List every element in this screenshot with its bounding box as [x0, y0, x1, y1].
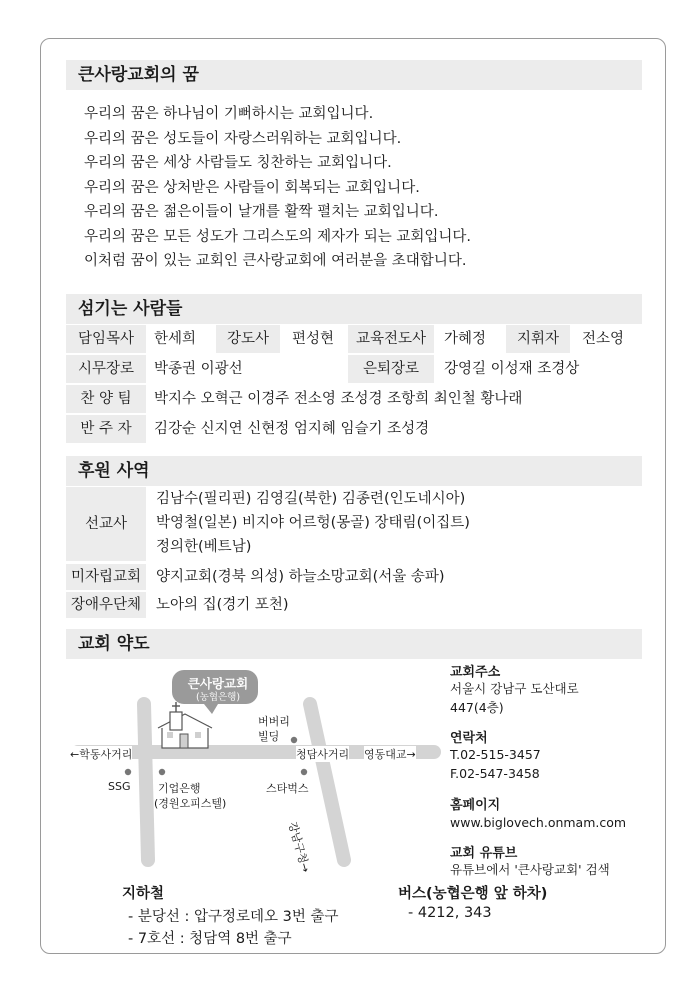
map-church-sub: (농협은행)	[195, 692, 241, 703]
phone: T.02-515-3457	[450, 747, 541, 762]
bus-line: - 4212, 343	[408, 905, 492, 921]
role-label: 시무장로	[66, 355, 146, 383]
map-burberry-line: 버버리	[258, 715, 290, 728]
address-line: 서울시 강남구 도산대로	[450, 681, 579, 696]
map-hakdong: ←학동사거리	[70, 748, 133, 761]
dream-line: 우리의 꿈은 모든 성도가 그리스도의 제자가 되는 교회입니다.	[84, 228, 472, 245]
role-label: 강도사	[216, 325, 280, 353]
fax: F.02-547-3458	[450, 766, 540, 781]
role-value: 편성현	[292, 331, 335, 347]
subway-line: - 분당선 : 압구정로데오 3번 출구	[128, 909, 339, 925]
role-value: 전소영	[582, 331, 625, 347]
role-label: 은퇴장로	[348, 355, 434, 383]
role-value: 김강순 신지연 신현정 엄지혜 임슬기 조성경	[154, 421, 430, 437]
dream-lines	[84, 102, 471, 274]
youtube-desc: 유튜브에서 '큰사랑교회' 검색	[450, 862, 610, 877]
burberry-marker	[291, 737, 297, 743]
map-ibk: 기업은행	[158, 782, 201, 795]
role-value: 강영길 이성재 조경상	[444, 361, 580, 377]
missionary-label: 선교사	[66, 487, 146, 561]
dream-line: 이처럼 꿈이 있는 교회인 큰사랑교회에 여러분을 초대합니다.	[84, 253, 467, 269]
church-icon	[158, 702, 212, 748]
section-title-dream: 큰사랑교회의 꿈	[66, 60, 642, 90]
missionary-line: 정의한(베트남)	[156, 539, 252, 555]
role-value: 박지수 오혁근 이경주 전소영 조성경 조항희 최인철 황나래	[154, 391, 523, 407]
ibk-marker	[159, 769, 165, 775]
road-vertical-right	[310, 704, 344, 860]
role-label: 교육전도사	[348, 325, 434, 353]
starbucks-marker	[301, 769, 307, 775]
role-label: 담임목사	[66, 325, 146, 353]
youtube-title: 교회 유튜브	[450, 846, 518, 861]
map-burberry-line: 빌딩	[258, 730, 280, 743]
disabled-support-value: 노아의 집(경기 포천)	[156, 597, 289, 613]
section-title-servants: 섬기는 사람들	[66, 294, 642, 324]
section-title-location: 교회 약도	[66, 629, 642, 659]
map-ibk-sub: (경원오피스텔)	[154, 797, 227, 810]
dream-line: 우리의 꿈은 젊은이들이 날개를 활짝 펼치는 교회입니다.	[84, 204, 439, 220]
bus-title: 버스(농협은행 앞 하차)	[398, 886, 548, 902]
map-church-name: 큰사랑교회	[187, 676, 249, 691]
church-support-value: 양지교회(경북 의성) 하늘소망교회(서울 송파)	[156, 569, 445, 585]
dream-line: 우리의 꿈은 하나님이 기뻐하시는 교회입니다.	[84, 106, 374, 122]
role-value: 한세희	[154, 331, 197, 347]
subway-title: 지하철	[122, 886, 165, 902]
ssg-marker	[125, 769, 131, 775]
role-label: 찬 양 팀	[66, 385, 146, 413]
role-value: 박종권 이광선	[154, 361, 243, 377]
contact-title: 연락처	[450, 731, 488, 746]
balloon-pointer	[204, 704, 218, 714]
map-cheongdam: 청담사거리	[296, 748, 350, 761]
role-value: 가혜정	[444, 331, 487, 347]
role-label: 지휘자	[506, 325, 570, 353]
map-burberry	[258, 714, 290, 744]
map-yeongdong: 영동대교→	[364, 748, 416, 761]
disabled-support-label: 장애우단체	[66, 592, 146, 618]
address-title: 교회주소	[450, 665, 501, 680]
homepage-title: 홈페이지	[450, 798, 501, 813]
dream-line: 우리의 꿈은 세상 사람들도 칭찬하는 교회입니다.	[84, 155, 392, 171]
address-line: 447(4층)	[450, 700, 504, 715]
missionary-list	[156, 487, 470, 559]
map-gangnamgu: 강남구청→	[285, 820, 313, 874]
church-support-label: 미자립교회	[66, 564, 146, 590]
role-label: 반 주 자	[66, 415, 146, 443]
map-ssg: SSG	[108, 780, 131, 793]
road-vertical-left	[144, 704, 148, 860]
subway-line: - 7호선 : 청담역 8번 출구	[128, 931, 292, 947]
dream-line: 우리의 꿈은 성도들이 자랑스러워하는 교회입니다.	[84, 130, 402, 147]
missionary-line: 김남수(필리핀) 김영길(북한) 김종련(인도네시아)	[156, 491, 466, 507]
dream-line: 우리의 꿈은 상처받은 사람들이 회복되는 교회입니다.	[84, 179, 420, 196]
map-starbucks: 스타벅스	[266, 782, 309, 795]
missionary-line: 박영철(일본) 비지야 어르헝(몽골) 장태림(이집트)	[156, 515, 470, 531]
section-title-support: 후원 사역	[66, 456, 642, 486]
homepage-url[interactable]: www.biglovech.onmam.com	[450, 815, 627, 830]
